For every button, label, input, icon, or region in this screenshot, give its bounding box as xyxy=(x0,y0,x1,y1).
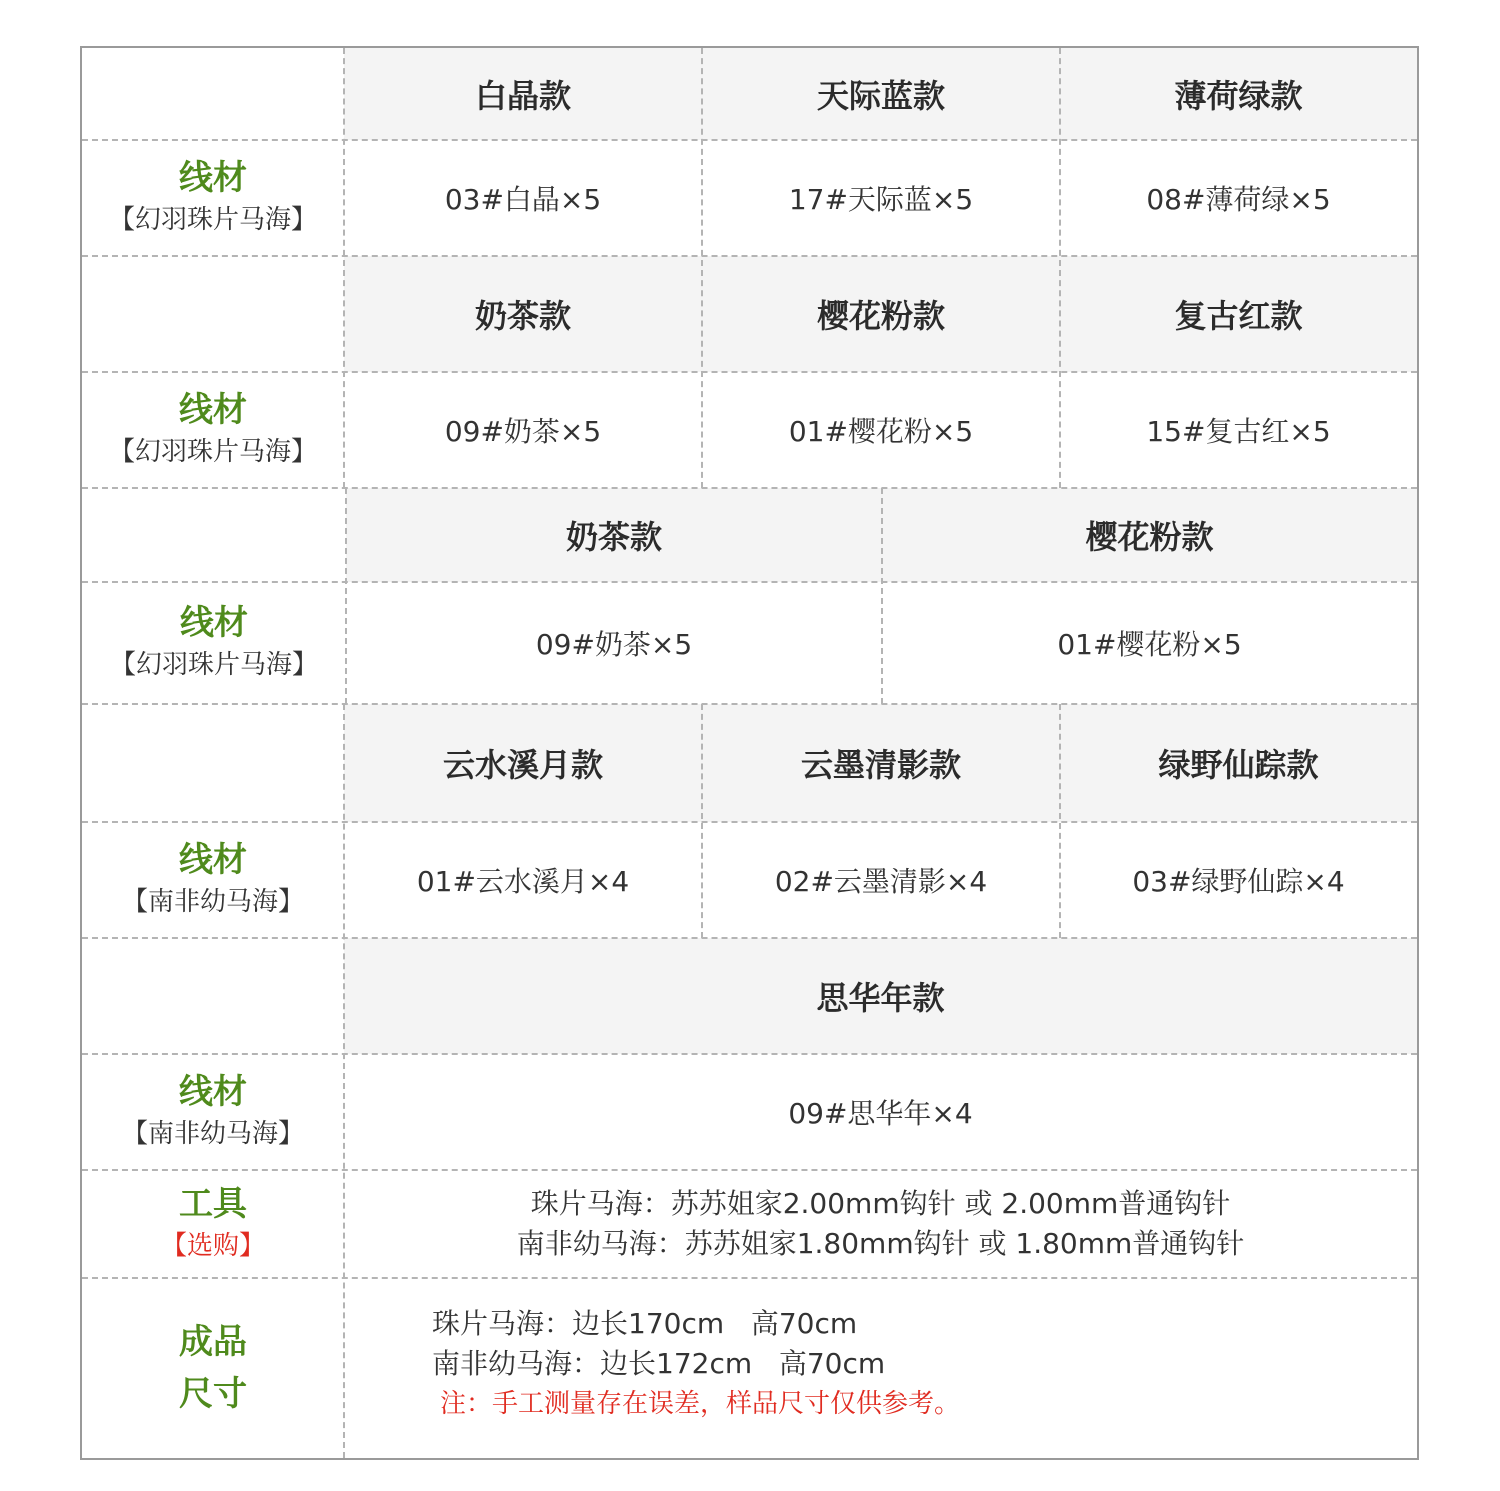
tools-value-cell xyxy=(344,1170,1417,1278)
yarn-label-type: 【幻羽珠片马海】 xyxy=(108,205,317,235)
style-header: 云水溪月款 xyxy=(344,704,702,822)
tools-line: 南非幼马海：苏苏姐家1.80mm钩针 或 1.80mm普通钩针 xyxy=(516,1227,1245,1260)
empty-corner-cell xyxy=(82,938,344,1054)
yarn-label-cell xyxy=(82,372,344,488)
style-header: 白晶款 xyxy=(344,48,702,140)
row-divider xyxy=(82,1053,1417,1055)
yarn-value: 15#复古红×5 xyxy=(1146,415,1331,448)
style-header: 奶茶款 xyxy=(346,488,882,582)
style-header: 思华年款 xyxy=(344,938,1417,1054)
size-line: 南非幼马海：边长172cm 高70cm xyxy=(432,1347,886,1380)
row-divider xyxy=(82,487,1417,489)
empty-corner-cell xyxy=(82,704,344,822)
yarn-value: 01#云水溪月×4 xyxy=(416,865,630,898)
yarn-value: 09#奶茶×5 xyxy=(535,628,693,661)
size-label-line1: 成品 xyxy=(179,1322,247,1362)
yarn-value: 17#天际蓝×5 xyxy=(788,183,974,216)
yarn-label-type: 【南非幼马海】 xyxy=(121,1119,304,1149)
yarn-label-type: 【幻羽珠片马海】 xyxy=(108,437,317,467)
size-label-line2: 尺寸 xyxy=(179,1374,247,1414)
style-header: 复古红款 xyxy=(1060,256,1417,372)
style-header: 云墨清影款 xyxy=(702,704,1060,822)
yarn-label-cell xyxy=(82,1054,344,1170)
column-divider xyxy=(701,704,703,938)
yarn-label-title: 线材 xyxy=(179,158,247,198)
column-divider xyxy=(1059,704,1061,938)
row-divider xyxy=(82,937,1417,939)
row-divider xyxy=(82,581,1417,583)
yarn-label-cell xyxy=(82,582,346,704)
yarn-label-type: 【幻羽珠片马海】 xyxy=(109,650,318,680)
yarn-value: 03#绿野仙踪×4 xyxy=(1132,865,1345,898)
row-divider xyxy=(82,703,1417,705)
empty-corner-cell xyxy=(82,256,344,372)
tools-optional-tag: 【选购】 xyxy=(160,1231,265,1261)
yarn-value: 03#白晶×5 xyxy=(444,183,602,216)
column-divider xyxy=(701,48,703,488)
column-divider xyxy=(1059,48,1061,488)
style-header: 樱花粉款 xyxy=(882,488,1417,582)
size-line: 珠片马海：边长170cm 高70cm xyxy=(432,1307,858,1340)
column-divider xyxy=(881,488,883,704)
spec-table xyxy=(80,46,1419,1460)
empty-corner-cell xyxy=(82,48,344,140)
yarn-label-title: 线材 xyxy=(179,1072,247,1112)
yarn-value: 09#思华年×4 xyxy=(788,1097,973,1130)
column-divider xyxy=(343,704,345,1458)
tools-line: 珠片马海：苏苏姐家2.00mm钩针 或 2.00mm普通钩针 xyxy=(530,1187,1231,1220)
yarn-label-title: 线材 xyxy=(179,840,247,880)
yarn-label-cell xyxy=(82,822,344,938)
yarn-value: 09#奶茶×5 xyxy=(444,415,602,448)
row-divider xyxy=(82,371,1417,373)
yarn-label-title: 线材 xyxy=(180,603,248,643)
size-note: 注：手工测量存在误差，样品尺寸仅供参考。 xyxy=(440,1389,961,1419)
row-divider xyxy=(82,139,1417,141)
column-divider xyxy=(343,48,345,488)
row-divider xyxy=(82,821,1417,823)
yarn-value: 02#云墨清影×4 xyxy=(774,865,988,898)
empty-corner-cell xyxy=(82,488,346,582)
tools-label-cell xyxy=(82,1170,344,1278)
style-header: 薄荷绿款 xyxy=(1060,48,1417,140)
style-header: 奶茶款 xyxy=(344,256,702,372)
yarn-value: 08#薄荷绿×5 xyxy=(1146,183,1331,216)
style-header: 樱花粉款 xyxy=(702,256,1060,372)
row-divider xyxy=(82,1277,1417,1279)
column-divider xyxy=(345,488,347,704)
size-value-cell xyxy=(344,1278,1417,1458)
yarn-value: 01#樱花粉×5 xyxy=(788,415,974,448)
yarn-label-title: 线材 xyxy=(179,390,247,430)
tools-label-title: 工具 xyxy=(179,1184,247,1224)
yarn-label-type: 【南非幼马海】 xyxy=(121,887,304,917)
yarn-label-cell xyxy=(82,140,344,256)
style-header: 天际蓝款 xyxy=(702,48,1060,140)
size-label-cell xyxy=(82,1278,344,1458)
row-divider xyxy=(82,255,1417,257)
yarn-value: 01#樱花粉×5 xyxy=(1057,628,1242,661)
row-divider xyxy=(82,1169,1417,1171)
style-header: 绿野仙踪款 xyxy=(1060,704,1417,822)
